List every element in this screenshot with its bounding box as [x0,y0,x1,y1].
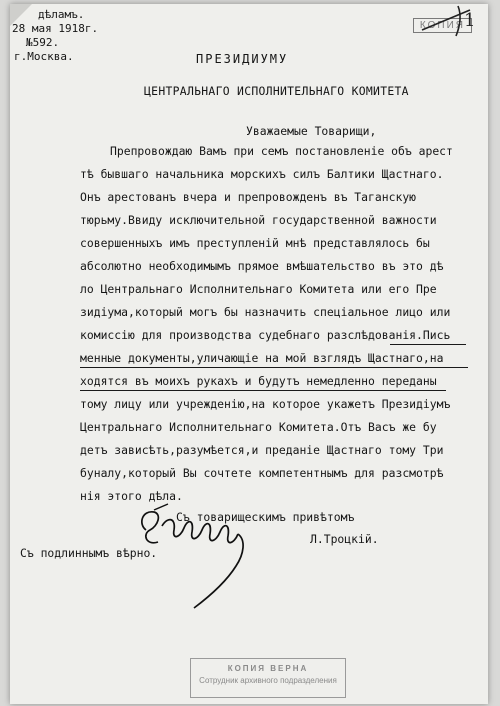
header-city: г.Москва. [14,50,74,63]
closing: Съ товарищескимъ привѣтомъ [176,510,355,524]
body-line: зидіума,который могъ бы назначить спеціальное лицо или [80,305,451,319]
addressee-line1: ПРЕЗИДИУМУ [196,52,289,66]
body-line: ходятся въ моихъ рукахъ и будутъ немедленно переданы [80,374,437,388]
body-line: абсолютно необходимымъ прямое вмѣшательство въ это дѣ [80,259,444,273]
document-page [10,4,488,704]
body-line: ло Центральнаго Исполнительнаго Комитета или его Пре [80,282,437,296]
body-line: буналу,который Вы сочтете компетентнымъ для разсмотрѣ [80,466,444,480]
underline-mark [390,344,466,345]
svg-text:1: 1 [464,10,476,31]
addressee-line2: ЦЕНТРАЛЬНАГО ИСПОЛНИТЕЛЬНАГО КОМИТЕТА [144,84,409,98]
body-line: Препровождаю Вамъ при семъ постановленіе объ арест [110,144,453,158]
body-line: Центральнаго Исполнительнаго Комитета.Отъ Васъ же бу [80,420,437,434]
body-line: тюрьму.Ввиду исключительной государственной важности [80,213,437,227]
body-line: нія этого дѣла. [80,489,183,503]
salutation: Уважаемые Товарищи, [246,124,377,138]
header-line1: дѣламъ. [38,8,85,21]
body-line: Онъ арестованъ вчера и препровожденъ въ Таганскую [80,190,417,204]
body-line: тому лицу или учрежденію,на которое укажетъ Президіумъ [80,397,451,411]
archive-stamp-line2: Сотрудник архивного подразделения [199,676,337,685]
corner-handwritten-mark [418,4,478,38]
certification: Съ подлиннымъ вѣрно. [20,546,158,560]
archive-stamp-line1: КОПИЯ ВЕРНА [227,664,309,673]
signature-name: Л.Троцкій. [310,532,379,546]
header-date: 28 мая 1918г. [12,22,99,35]
copy-stamp: КОПИЯ [413,18,472,33]
body-line: тѣ бывшаго начальника морскихъ силъ Балтики Щастнаго. [80,167,444,181]
body-line: совершенныхъ имъ преступленій мнѣ представлялось бы [80,236,430,250]
body-line: комиссію для производства судебнаго разслѣдованія.Пись [80,328,451,342]
underline-mark [80,367,468,368]
archive-stamp [190,658,346,698]
header-number: №592. [26,36,60,49]
underline-mark [80,390,446,391]
body-line: менные документы,уличающіе на мой взглядъ Щастнаго,на [80,351,444,365]
handwritten-signature [128,490,288,620]
body-line: детъ зависѣть,разумѣется,и преданіе Щастнаго тому Три [80,443,444,457]
